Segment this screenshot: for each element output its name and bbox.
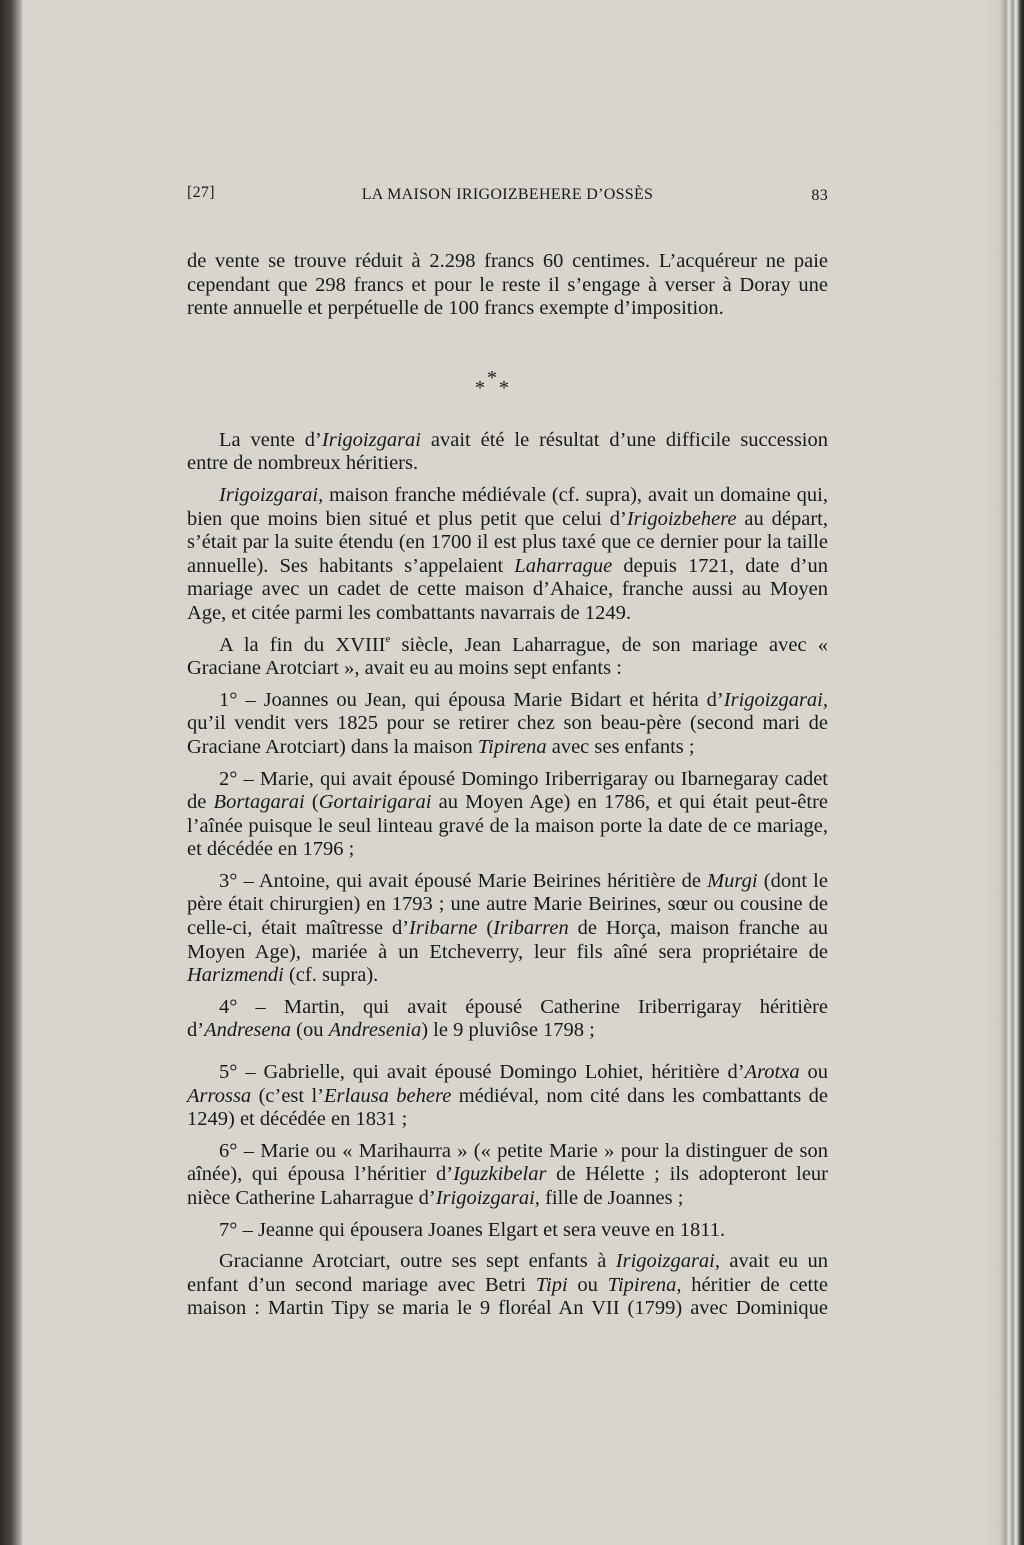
- text-run: 5° – Gabrielle, qui avait épousé Domingo Lohiet, héritière d’: [219, 1061, 745, 1084]
- text-run: 2° – Marie, qui avait épousé Domingo Iriberrigaray ou Ibarnegaray cadet de: [187, 767, 828, 814]
- asterisk: *: [475, 376, 485, 399]
- italic-text: Iribarren: [493, 917, 569, 940]
- text-run: ou: [567, 1273, 608, 1296]
- page-number: 83: [811, 187, 828, 204]
- section-separator: [187, 329, 828, 429]
- asterisk: *: [487, 366, 497, 389]
- page-body: [187, 250, 828, 1321]
- text-run: 6° – Marie ou « Marihaurra » (« petite Marie » pour la distinguer de son aînée), qui épousa l’héritier d’: [187, 1139, 828, 1186]
- running-title: LA MAISON IRIGOIZBEHERE D’OSSÈS: [361, 186, 654, 203]
- book-page: [187, 184, 828, 1329]
- section-number: [27]: [187, 184, 215, 201]
- paragraph: [187, 484, 828, 626]
- text-run: (dont le père était chirurgien) en 1793 ; une autre Marie Beirines, sœur ou cousine de celle-ci, était maîtresse d’: [187, 869, 828, 940]
- italic-text: Iribarne: [409, 917, 478, 940]
- asterisk: *: [499, 376, 509, 399]
- italic-text: Harizmendi: [187, 964, 284, 987]
- text-run: ) le 9 pluviôse 1798 ;: [421, 1019, 595, 1042]
- text-run: héritier de cette maison : Martin Tipy se maria le 9 floréal An VII (1799) avec Dominique: [187, 1273, 828, 1320]
- text-run: A la fin du XVIII: [219, 633, 386, 656]
- italic-text: Irigoizgarai,: [615, 1250, 720, 1273]
- text-run: 1° – Joannes ou Jean, qui épousa Marie Bidart et hérita d’: [219, 688, 724, 711]
- italic-text: Arrossa: [187, 1084, 252, 1107]
- text-run: La vente d’: [219, 428, 322, 451]
- text-run: avait eu un enfant d’un second mariage avec Betri: [187, 1250, 828, 1296]
- text-run: médiéval, nom cité dans les combattants de 1249) et décédée en 1831 ;: [187, 1084, 829, 1131]
- italic-text: Irigoizgarai,: [219, 483, 324, 506]
- text-run: de vente se trouve réduit à 2.298 francs 60 centimes. L’acquéreur ne paie cependant que 298 francs et pour le reste il s’engage à verser à Doray une rente annuelle et perpétuelle de 100 francs exempte d’imposition.: [187, 250, 828, 320]
- text-run: maison franche médiévale (cf. supra), avait un domaine qui, bien que moins bien situé et plus petit que celui d’: [187, 483, 828, 530]
- paragraph: [187, 689, 828, 760]
- paragraph: [187, 1140, 828, 1211]
- text-run: 7° – Jeanne qui épousera Joanes Elgart et sera veuve en 1811.: [219, 1218, 726, 1241]
- paragraph: [187, 1061, 828, 1132]
- text-run: (: [477, 917, 494, 940]
- paragraph: [187, 870, 828, 988]
- paragraph: [187, 250, 828, 321]
- text-run: Gracianne Arotciart, outre ses sept enfants à: [219, 1250, 616, 1273]
- superscript: e: [385, 632, 391, 645]
- italic-text: Erlausa behere: [324, 1084, 452, 1107]
- text-run: avec ses enfants ;: [546, 735, 695, 758]
- text-run: de Horça, maison franche au Moyen Age), mariée à un Etcheverry, leur fils aîné sera propriétaire de: [187, 917, 828, 963]
- text-run: avait été le résultat d’une difficile succession entre de nombreux héritiers.: [187, 428, 829, 475]
- italic-text: Gortairigarai: [318, 791, 432, 814]
- text-run: au Moyen Age) en 1786, et qui était peut-être l’aînée puisque le seul linteau gravé de la maison porte la date de ce mariage, et décédée en 1796 ;: [187, 791, 828, 861]
- running-header: [187, 184, 828, 214]
- italic-text: Irigoizbehere: [626, 507, 737, 530]
- italic-text: Iguzkibelar: [453, 1163, 547, 1186]
- italic-text: Irigoizgarai,: [435, 1187, 540, 1209]
- text-run: (: [304, 791, 319, 814]
- text-run: de Hélette ; ils adopteront leur nièce Catherine Laharrague d’: [187, 1163, 829, 1209]
- text-run: 4° – Martin, qui avait épousé Catherine Iriberrigaray héritière d’: [187, 995, 828, 1042]
- paragraph: [187, 429, 828, 476]
- paragraph: [187, 996, 828, 1043]
- paragraph: [187, 768, 828, 862]
- italic-text: Tipirena: [477, 735, 547, 758]
- italic-text: Arotxa: [744, 1061, 800, 1084]
- italic-text: Tipirena,: [607, 1273, 682, 1296]
- text-run: qu’il vendit vers 1825 pour se retirer chez son beau-père (second mari de Graciane Arotciart) dans la maison: [187, 712, 828, 758]
- italic-text: Laharrague: [514, 554, 613, 577]
- text-run: 3° – Antoine, qui avait épousé Marie Beirines héritière de: [219, 869, 708, 892]
- text-run: (cf. supra).: [283, 964, 379, 987]
- italic-text: Irigoizgarai: [321, 428, 421, 451]
- text-run: (c’est l’: [251, 1084, 324, 1107]
- paragraph: [187, 1219, 828, 1243]
- text-run: ou: [799, 1061, 829, 1084]
- paragraph: [187, 634, 828, 681]
- page-edges: [984, 0, 1024, 1545]
- paragraph: [187, 1250, 828, 1321]
- italic-text: Murgi: [707, 869, 758, 892]
- text-run: au départ, s’était par la suite étendu (en 1700 il est plus taxé que ce dernier pour la taille annuelle). Ses habitants s’appelaient: [187, 507, 828, 577]
- text-run: depuis 1721, date d’un mariage avec un cadet de cette maison d’Ahaice, franche aussi au Moyen Age, et citée parmi les combattants navarrais de 1249.: [187, 554, 828, 624]
- italic-text: Bortagarai: [213, 791, 305, 814]
- italic-text: Andresenia: [328, 1019, 422, 1042]
- italic-text: Andresena: [204, 1019, 291, 1042]
- italic-text: Tipi: [535, 1273, 568, 1296]
- italic-text: Irigoizgarai,: [723, 688, 828, 711]
- text-run: (ou: [291, 1019, 329, 1042]
- text-run: siècle, Jean Laharrague, de son mariage avec « Graciane Arotciart », avait eu au moins sept enfants :: [187, 633, 828, 680]
- book-gutter-shadow: [0, 0, 22, 1545]
- text-run: fille de Joannes ;: [539, 1187, 684, 1209]
